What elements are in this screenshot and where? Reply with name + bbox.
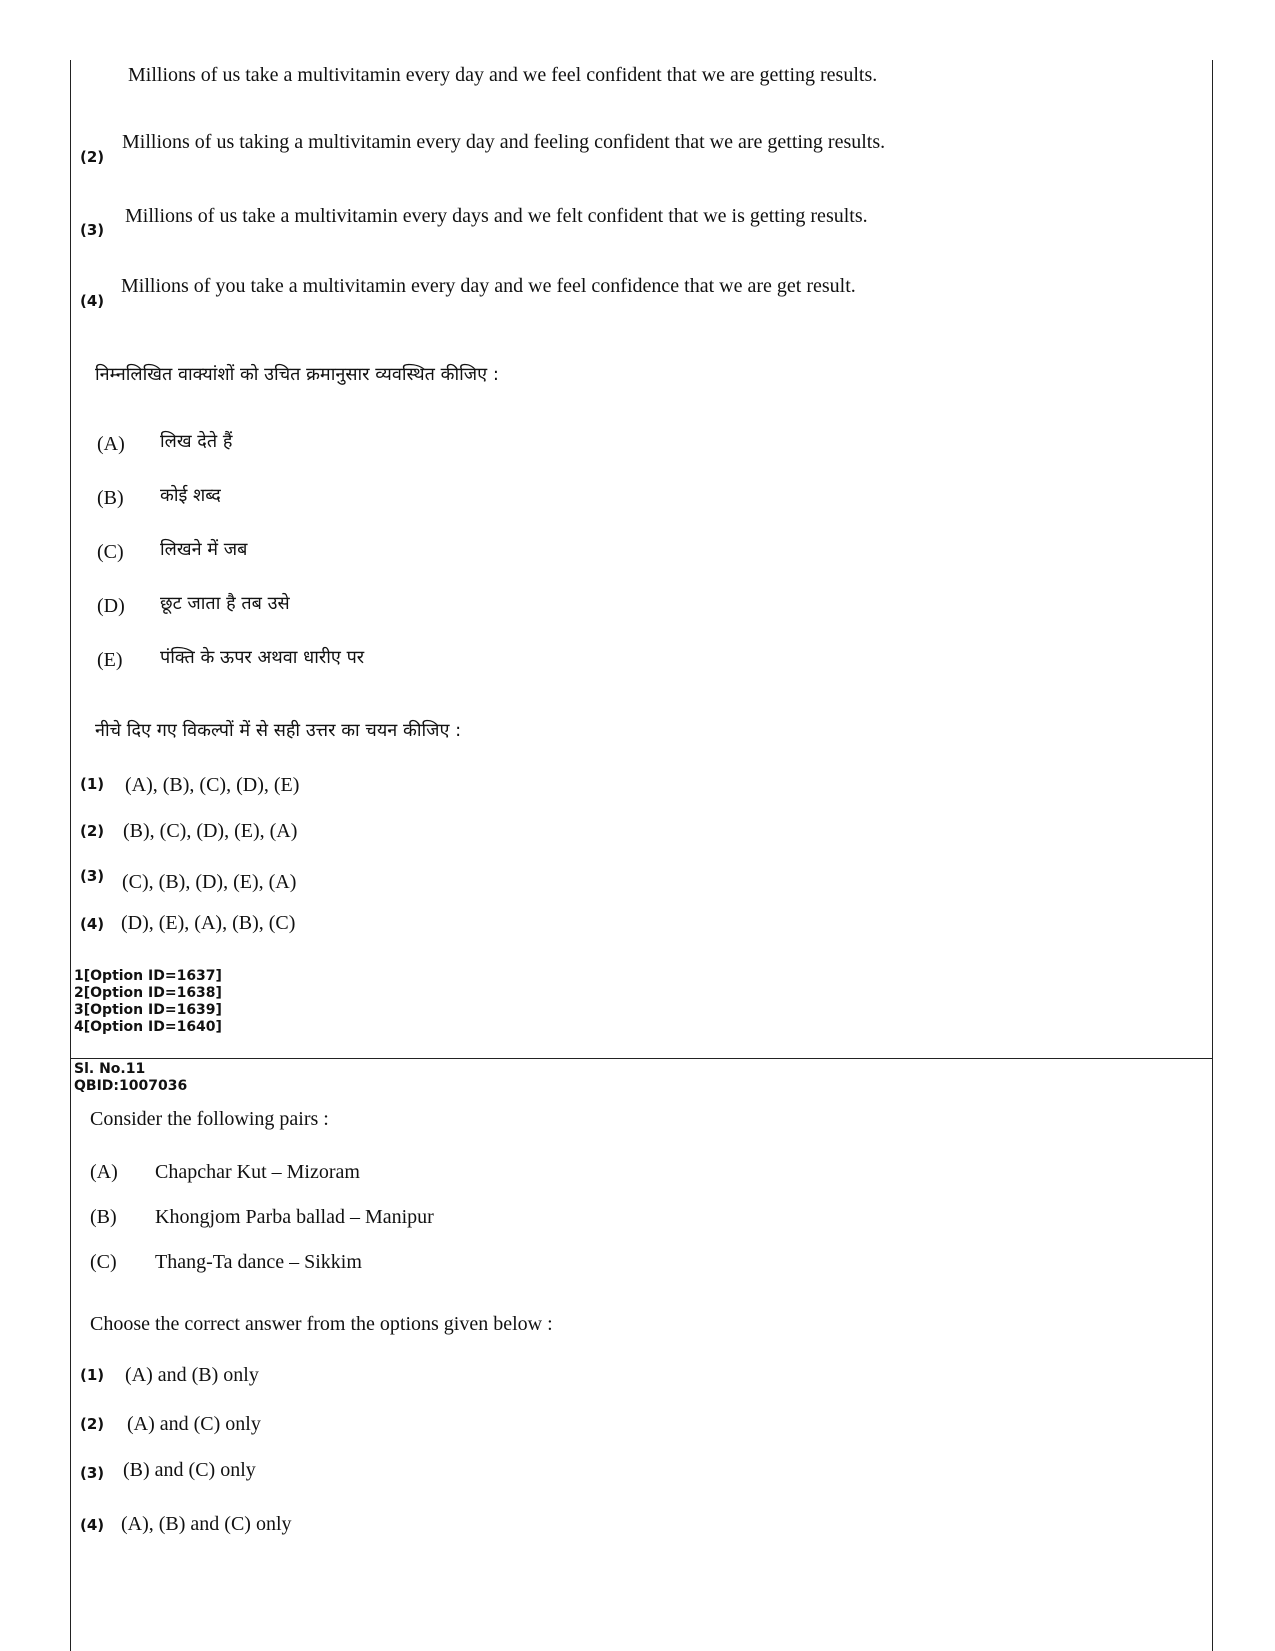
q10-option-3-text: Millions of us take a multivitamin every days and we felt confident that we is getting results. — [125, 205, 868, 227]
q10-option-2-text: Millions of us taking a multivitamin every day and feeling confident that we are getting results. — [122, 131, 886, 153]
q11-pair-text-a: Chapchar Kut – Mizoram — [155, 1161, 360, 1183]
q10-item-text-b: कोई शब्द — [160, 485, 221, 506]
q10-item-label-d: (D) — [97, 595, 125, 617]
q10-order-option-1-text: (A), (B), (C), (D), (E) — [125, 774, 300, 796]
q11-pair-label-a: (A) — [90, 1161, 118, 1183]
q10-order-option-3-number: (3) — [80, 867, 105, 885]
q10-hindi-choose-instruction: नीचे दिए गए विकल्पों में से सही उत्तर का चयन कीजिए : — [95, 720, 462, 741]
option-id-1: 1[Option ID=1637] — [74, 968, 222, 984]
q10-order-option-2-number: (2) — [80, 822, 105, 840]
q11-option-4-number: (4) — [80, 1516, 105, 1534]
q11-pair-label-b: (B) — [90, 1206, 117, 1228]
q10-hindi-instruction: निम्नलिखित वाक्यांशों को उचित क्रमानुसार व्यवस्थित कीजिए : — [95, 364, 499, 385]
q10-order-option-4-number: (4) — [80, 915, 105, 933]
q10-item-text-c: लिखने में जब — [160, 539, 248, 560]
option-id-2: 2[Option ID=1638] — [74, 985, 222, 1001]
serial-number: Sl. No.11 — [74, 1061, 146, 1077]
q10-option-2-number: (2) — [80, 148, 105, 166]
q11-pair-text-b: Khongjom Parba ballad – Manipur — [155, 1206, 434, 1228]
q10-option-4-number: (4) — [80, 292, 105, 310]
q11-choose-instruction: Choose the correct answer from the options given below : — [90, 1313, 553, 1335]
q11-pair-label-c: (C) — [90, 1251, 117, 1273]
q10-option-1-text: Millions of us take a multivitamin every day and we feel confident that we are getting results. — [128, 64, 878, 86]
q10-item-label-b: (B) — [97, 487, 124, 509]
option-id-3: 3[Option ID=1639] — [74, 1002, 222, 1018]
q10-order-option-3-text: (C), (B), (D), (E), (A) — [122, 871, 297, 893]
q10-order-option-1-number: (1) — [80, 775, 105, 793]
qbid: QBID:1007036 — [74, 1078, 188, 1094]
q11-option-4-text: (A), (B) and (C) only — [121, 1513, 292, 1535]
left-border-line — [70, 60, 71, 1651]
q10-item-text-e: पंक्ति के ऊपर अथवा धारीए पर — [160, 647, 365, 668]
question-separator — [70, 1058, 1213, 1059]
q10-item-label-a: (A) — [97, 433, 125, 455]
q10-item-label-c: (C) — [97, 541, 124, 563]
right-border-line — [1212, 60, 1213, 1651]
q10-option-4-text: Millions of you take a multivitamin every day and we feel confidence that we are get result. — [121, 275, 856, 297]
q11-option-1-text: (A) and (B) only — [125, 1364, 259, 1386]
q10-item-text-a: लिख देते हैं — [160, 431, 233, 452]
q11-option-2-text: (A) and (C) only — [127, 1413, 261, 1435]
q10-order-option-2-text: (B), (C), (D), (E), (A) — [123, 820, 298, 842]
q11-option-1-number: (1) — [80, 1366, 105, 1384]
q11-option-3-text: (B) and (C) only — [123, 1459, 256, 1481]
q11-option-3-number: (3) — [80, 1464, 105, 1482]
q10-item-label-e: (E) — [97, 649, 123, 671]
q11-stem: Consider the following pairs : — [90, 1108, 329, 1130]
q11-option-2-number: (2) — [80, 1415, 105, 1433]
q10-item-text-d: छूट जाता है तब उसे — [160, 593, 290, 614]
q10-order-option-4-text: (D), (E), (A), (B), (C) — [121, 912, 296, 934]
option-id-4: 4[Option ID=1640] — [74, 1019, 222, 1035]
q11-pair-text-c: Thang-Ta dance – Sikkim — [155, 1251, 362, 1273]
q10-option-3-number: (3) — [80, 221, 105, 239]
